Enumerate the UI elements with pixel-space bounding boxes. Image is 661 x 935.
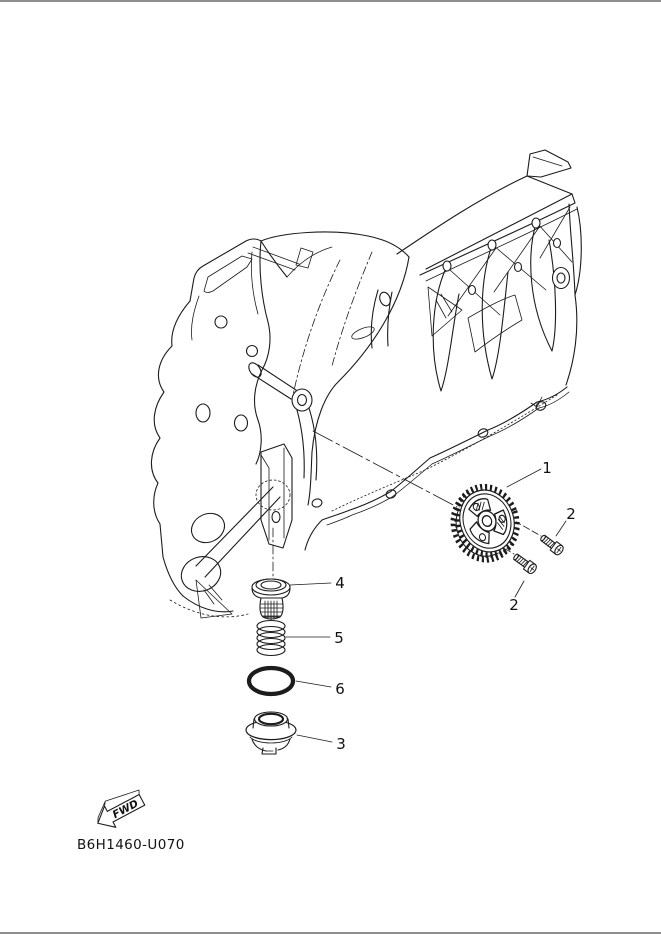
leader-2-lower (515, 581, 524, 597)
leader-2-upper (556, 521, 566, 536)
callout-3: 3 (336, 735, 346, 753)
page-border (0, 1, 661, 933)
o-ring (249, 668, 293, 694)
part-code: B6H1460-U070 (77, 837, 185, 853)
leader-1 (507, 469, 541, 487)
callout-1: 1 (542, 459, 552, 477)
callout-6: 6 (335, 680, 345, 698)
callout-5: 5 (334, 629, 344, 647)
pump-bolt-lower (512, 552, 538, 575)
fwd-direction-arrow (90, 785, 149, 834)
leader-6 (296, 681, 331, 687)
callout-2-upper: 2 (566, 505, 576, 523)
leader-3 (297, 735, 332, 742)
crankcase-drawing (151, 150, 581, 618)
strainer-cap (246, 712, 296, 754)
relief-spring (257, 621, 285, 656)
oil-pump-drive-gear (443, 478, 528, 568)
pump-bolt-upper (539, 533, 565, 557)
callouts (286, 459, 576, 753)
oil-strainer (252, 579, 290, 620)
callout-4: 4 (335, 574, 345, 592)
fwd-label: FWD (110, 797, 141, 822)
callout-2-lower: 2 (509, 596, 519, 614)
leader-4 (290, 583, 331, 585)
